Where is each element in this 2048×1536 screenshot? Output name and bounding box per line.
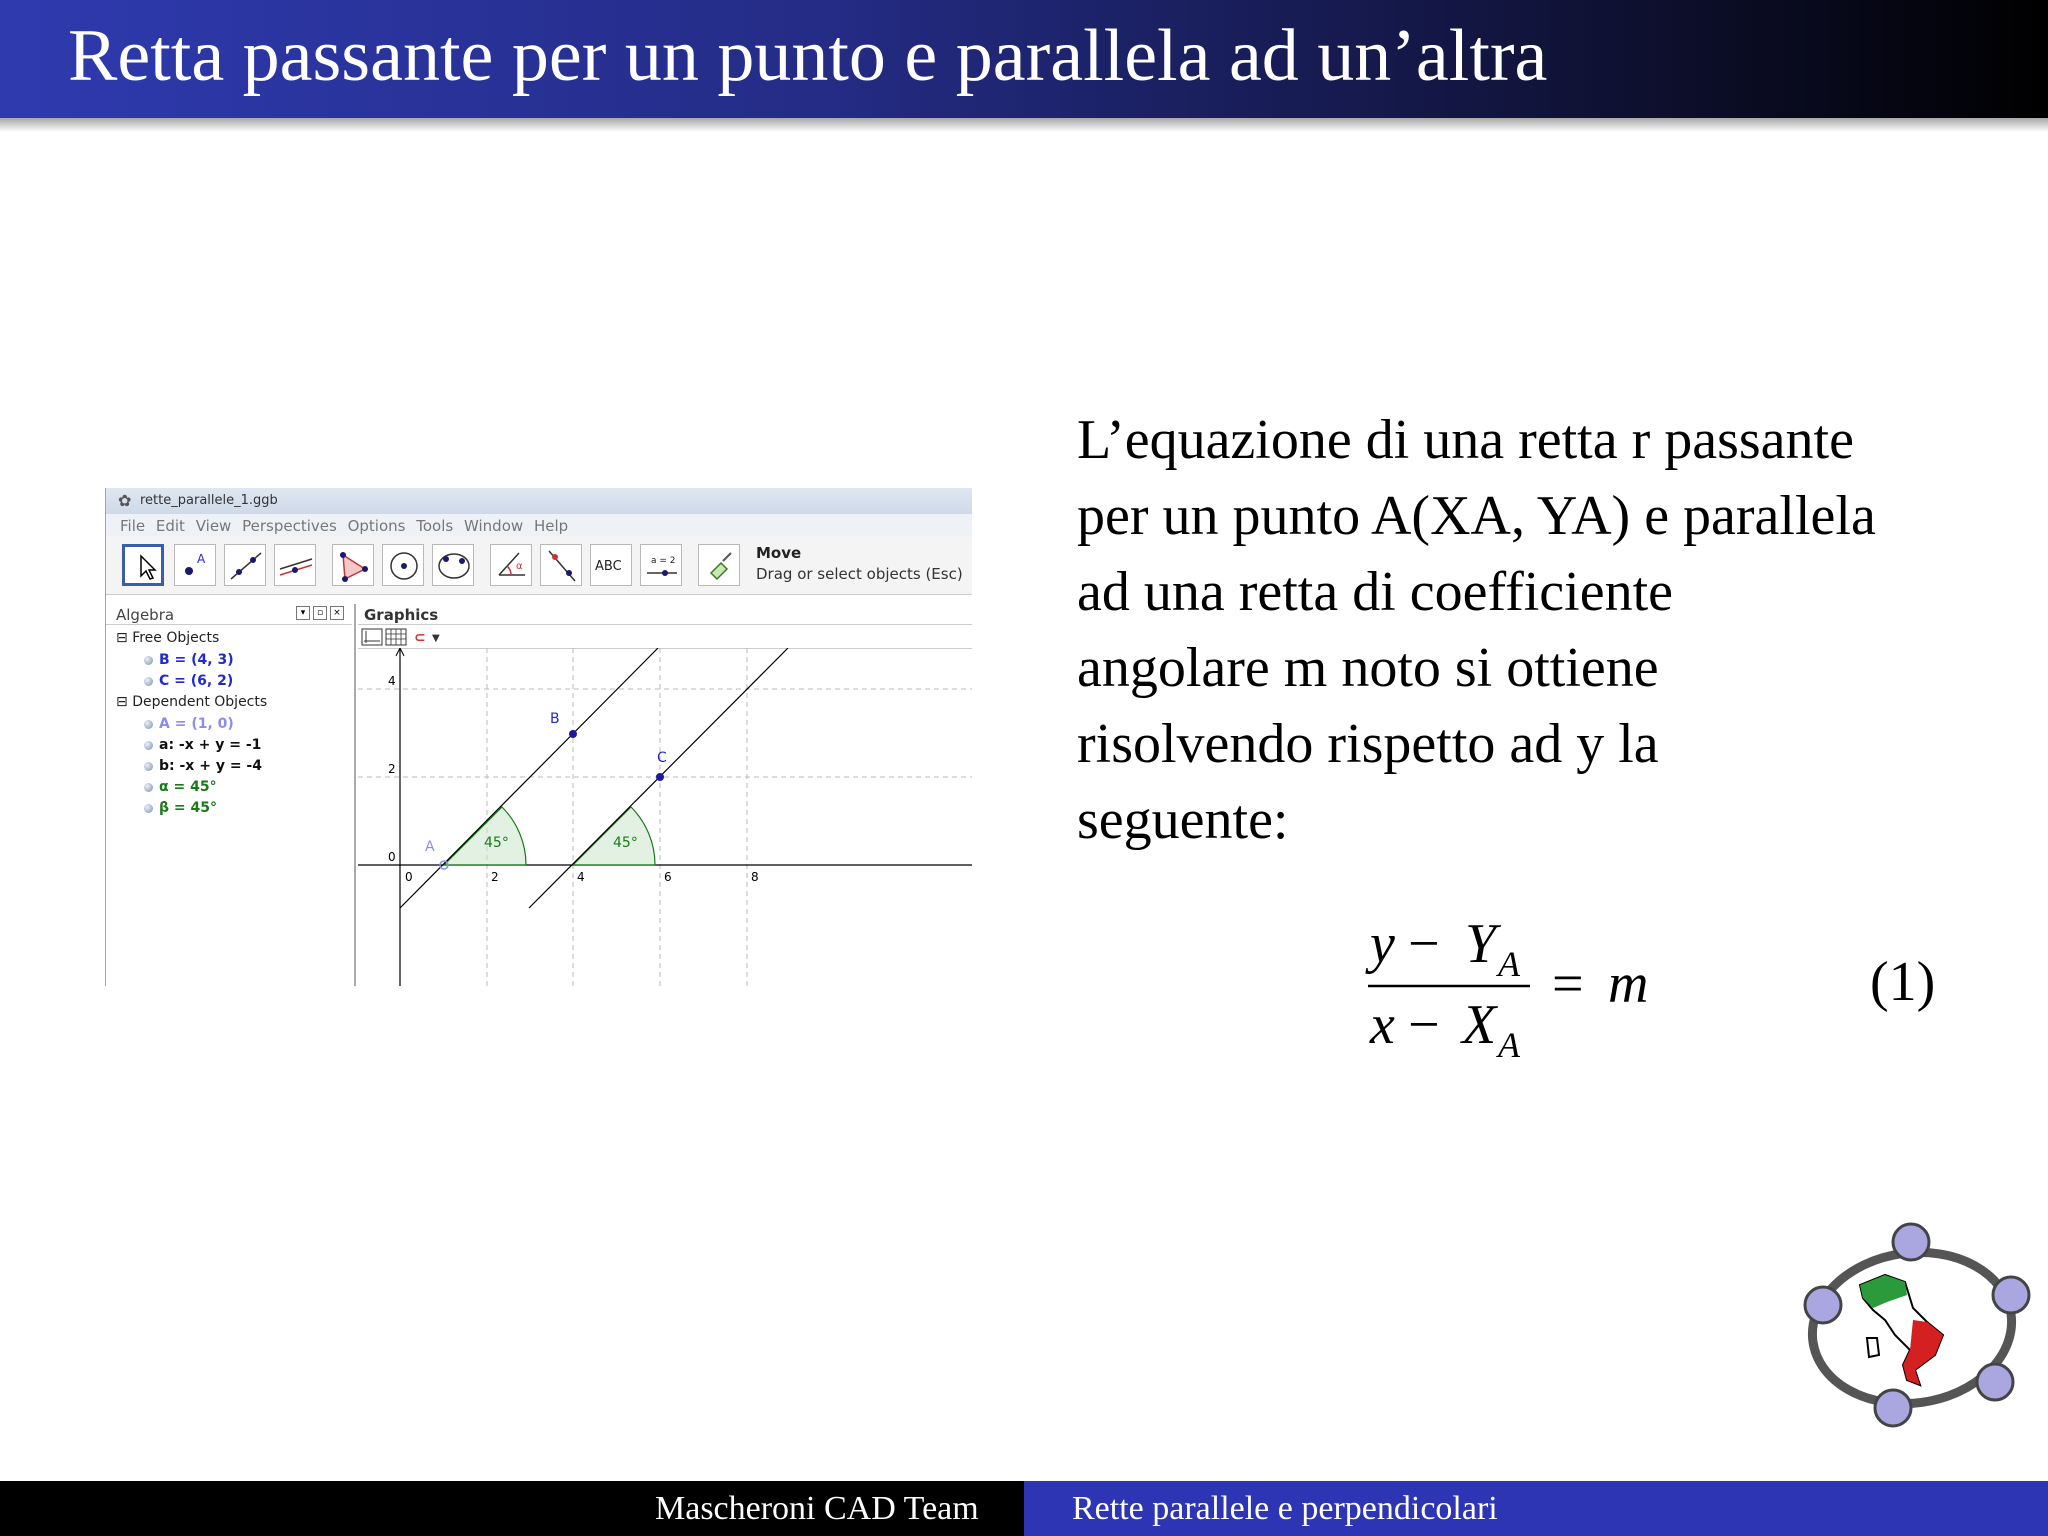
active-tool-help: Drag or select objects (Esc) xyxy=(756,565,963,583)
angle-icon xyxy=(491,545,533,587)
menu-perspectives[interactable]: Perspectives xyxy=(242,517,337,535)
slide-footer xyxy=(0,1481,2048,1536)
toolbar xyxy=(106,536,972,595)
x-tick-label: 2 xyxy=(491,870,499,884)
equation-formula xyxy=(1360,900,1680,1080)
polygon-icon xyxy=(333,545,375,587)
algebra-list xyxy=(106,628,352,986)
header-shadow xyxy=(0,118,2048,132)
body-line: angolare m noto si ottiene xyxy=(1077,637,1659,699)
slider-tool-label: a = 2 xyxy=(651,556,676,566)
panel-undock-icon[interactable]: ▫ xyxy=(313,606,327,620)
menu-bar xyxy=(106,514,972,536)
svg-text:−: − xyxy=(1408,913,1440,975)
move-tool-button[interactable] xyxy=(122,544,164,586)
body-line: per un punto A(XA, YA) e parallela xyxy=(1077,485,1876,547)
svg-text:A: A xyxy=(197,552,206,566)
point-icon xyxy=(175,545,217,587)
angle-tool-button[interactable] xyxy=(490,544,532,586)
text-tool-button[interactable] xyxy=(590,544,632,586)
line-a[interactable] xyxy=(400,648,658,908)
parallel-line-tool-button[interactable] xyxy=(274,544,316,586)
footer-author: Mascheroni CAD Team xyxy=(655,1490,979,1527)
point-c[interactable] xyxy=(656,773,664,781)
menu-tools[interactable]: Tools xyxy=(416,517,454,535)
text-tool-label: ABC xyxy=(595,559,622,574)
ellipse-icon xyxy=(433,545,475,587)
point-tool-button[interactable] xyxy=(174,544,216,586)
menu-edit[interactable]: Edit xyxy=(155,517,185,535)
reflect-icon xyxy=(541,545,583,587)
list-item[interactable]: b: -x + y = -4 xyxy=(144,758,262,774)
y-tick-label: 0 xyxy=(388,850,396,864)
x-tick-label: 8 xyxy=(751,870,759,884)
graph-canvas[interactable] xyxy=(358,648,972,986)
graphics-view[interactable] xyxy=(358,648,972,986)
menu-options[interactable]: Options xyxy=(347,517,406,535)
list-item[interactable]: C = (6, 2) xyxy=(144,673,233,689)
footer-left-bar xyxy=(0,1481,1024,1536)
line-tool-button[interactable] xyxy=(224,544,266,586)
menu-window[interactable]: Window xyxy=(464,517,524,535)
line-icon xyxy=(225,545,267,587)
list-item[interactable]: β = 45° xyxy=(144,800,217,816)
magnet-icon[interactable]: ⊂ xyxy=(414,630,426,646)
polygon-tool-button[interactable] xyxy=(332,544,374,586)
slide-body-text xyxy=(1077,402,2017,858)
body-line: ad una retta di coefficiente xyxy=(1077,561,1673,623)
chevron-down-icon[interactable]: ▼ xyxy=(432,633,440,644)
slider-tool-button[interactable] xyxy=(640,544,682,586)
slide-title: Retta passante per un punto e parallela ad un’altra xyxy=(68,15,1548,97)
slider-icon xyxy=(641,545,683,587)
angle-alpha-label: 45° xyxy=(484,835,509,851)
svg-text:A: A xyxy=(1498,944,1520,984)
circle-tool-button[interactable] xyxy=(382,544,424,586)
graphics-panel-title: Graphics xyxy=(364,606,439,624)
geogebra-screenshot xyxy=(105,488,972,986)
free-objects-group[interactable]: ⊟ Free Objects xyxy=(116,630,220,646)
angle-beta-label: 45° xyxy=(613,835,638,851)
text-icon xyxy=(591,545,633,587)
point-b[interactable] xyxy=(569,730,577,738)
svg-text:m: m xyxy=(1608,953,1649,1015)
menu-help[interactable]: Help xyxy=(533,517,569,535)
graphics-style-bar xyxy=(358,626,972,649)
point-b-label: B xyxy=(550,711,560,727)
footer-section-title: Rette parallele e perpendicolari xyxy=(1072,1490,1498,1527)
window-titlebar xyxy=(106,488,972,515)
panel-menu-icon[interactable]: ▾ xyxy=(296,606,310,620)
svg-text:A: A xyxy=(1498,1025,1520,1065)
equation xyxy=(1360,900,1680,1094)
list-item[interactable]: A = (1, 0) xyxy=(144,716,234,732)
svg-text:X: X xyxy=(1462,994,1497,1056)
algebra-panel-title: Algebra xyxy=(116,606,175,624)
graphics-style-icons xyxy=(358,626,478,648)
panel-divider[interactable] xyxy=(354,604,356,986)
body-line: seguente: xyxy=(1077,789,1289,851)
list-item[interactable]: a: -x + y = -1 xyxy=(144,737,261,753)
panel-close-icon[interactable]: × xyxy=(330,606,344,620)
svg-text:Y: Y xyxy=(1465,913,1497,975)
point-c-label: C xyxy=(657,750,667,766)
menu-view[interactable]: View xyxy=(195,517,232,535)
dependent-objects-label: Dependent Objects xyxy=(132,694,268,710)
dependent-objects-group[interactable]: ⊟ Dependent Objects xyxy=(116,694,268,710)
active-tool-name: Move xyxy=(756,544,802,562)
mascheroni-italy-logo xyxy=(1795,1220,2035,1445)
eraser-brush-icon xyxy=(699,545,741,587)
y-tick-label: 4 xyxy=(388,674,396,688)
move-view-tool-button[interactable] xyxy=(698,544,740,586)
ellipse-tool-button[interactable] xyxy=(432,544,474,586)
equation-number: (1) xyxy=(1870,951,1936,1013)
svg-text:=: = xyxy=(1552,953,1584,1015)
footer-right-bar xyxy=(1024,1481,2048,1536)
point-a-label: A xyxy=(425,839,435,855)
x-tick-label: 0 xyxy=(405,870,413,884)
free-objects-label: Free Objects xyxy=(132,630,220,646)
graphics-panel-header xyxy=(358,604,972,625)
list-item[interactable]: α = 45° xyxy=(144,779,217,795)
svg-text:−: − xyxy=(1408,994,1440,1056)
x-tick-label: 6 xyxy=(664,870,672,884)
y-tick-label: 2 xyxy=(388,762,396,776)
svg-text:x: x xyxy=(1370,994,1395,1056)
algebra-panel-header xyxy=(106,604,352,625)
parallel-line-icon xyxy=(275,545,317,587)
list-item[interactable]: B = (4, 3) xyxy=(144,652,234,668)
svg-text:α: α xyxy=(516,561,523,572)
cursor-arrow-icon xyxy=(125,547,167,589)
circle-icon xyxy=(383,545,425,587)
window-title: rette_parallele_1.ggb xyxy=(140,493,278,508)
menu-file[interactable]: File xyxy=(120,517,146,535)
svg-text:y: y xyxy=(1370,913,1395,975)
body-line: L’equazione di una retta r passante xyxy=(1077,409,1854,471)
axes-toggle-icon[interactable] xyxy=(362,629,382,645)
x-tick-label: 4 xyxy=(577,870,585,884)
reflect-tool-button[interactable] xyxy=(540,544,582,586)
body-line: risolvendo rispetto ad y la xyxy=(1077,713,1659,775)
geogebra-logo-icon: ✿ xyxy=(118,491,132,510)
